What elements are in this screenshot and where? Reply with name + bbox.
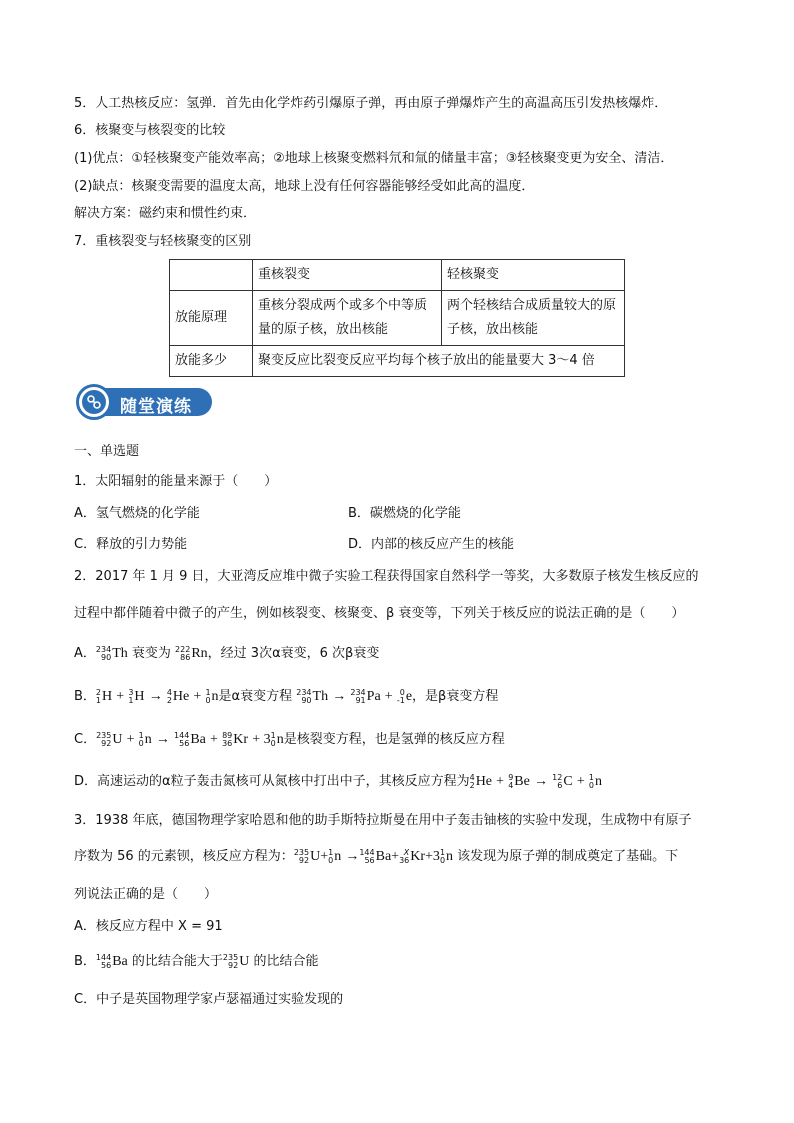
option-label: A．	[74, 646, 96, 661]
note-5: 5．人工热核反应：氢弹．首先由化学炸药引爆原子弹，再由原子弹爆炸产生的高温高压引发热核爆炸．	[74, 96, 668, 111]
table-header-fission: 重核裂变	[253, 260, 442, 291]
q2-option-a: A． 234 90 Th 衰变为 222 86 Rn，经过 3次α衰变，6 次β衰变	[74, 644, 380, 662]
table-row-label: 放能多少	[170, 346, 253, 377]
q1-option-a: A．氢气燃烧的化学能	[74, 506, 200, 521]
q2-stem-line2: 过程中都伴随着中微子的产生，例如核裂变、核聚变、β 衰变等，下列关于核反应的说法正确的是（ ）	[74, 606, 685, 621]
q3-stem-line3: 列说法正确的是（ ）	[74, 887, 218, 902]
section-badge	[76, 384, 212, 420]
q3-option-c: C．中子是英国物理学家卢瑟福通过实验发现的	[74, 992, 344, 1007]
section-title: 随堂演练	[120, 397, 192, 417]
table-row	[170, 291, 625, 346]
table-cell-fusion: 两个轻核结合成质量较大的原子核，放出核能	[442, 291, 625, 346]
option-label: B．	[74, 689, 96, 704]
table-cell-fission: 重核分裂成两个或多个中等质量的原子核，放出核能	[253, 291, 442, 346]
table-row	[170, 346, 625, 377]
q1-option-c: C．释放的引力势能	[74, 537, 188, 552]
note-6: 6．核聚变与核裂变的比较	[74, 123, 226, 138]
table-row-label: 放能原理	[170, 291, 253, 346]
q3-option-b: B． 144 56 Ba 的比结合能大于 235 92 U 的比结合能	[74, 952, 319, 970]
option-text: 衰变为	[131, 646, 171, 661]
option-label: C．	[74, 732, 97, 747]
q2-stem-line1: 2．2017 年 1 月 9 日，大亚湾反应堆中微子实验工程获得国家自然科学一等奖，大多数原子核发生核反应的	[74, 569, 699, 584]
option-text: 是α衰变方程	[218, 689, 293, 704]
note-advantages: (1)优点：①轻核聚变产能效率高；②地球上核聚变燃料氘和氚的储量丰富；③轻核聚变更为安全、清洁．	[74, 151, 674, 166]
table-cell-energy: 聚变反应比裂变反应平均每个核子放出的能量要大 3～4 倍	[253, 346, 625, 377]
q3-stem-line1: 3．1938 年底，德国物理学家哈恩和他的助手斯特拉斯曼在用中子轰击铀核的实验中发现，生成物中有原子	[74, 813, 692, 828]
note-solution: 解决方案：磁约束和惯性约束．	[74, 206, 257, 221]
option-text: 的比结合能大于	[131, 954, 223, 969]
table-header-fusion: 轻核聚变	[442, 260, 625, 291]
comparison-table	[169, 259, 625, 377]
option-label: B．	[74, 954, 96, 969]
part-heading: 一、单选题	[74, 444, 140, 459]
option-text: 的比结合能	[253, 954, 319, 969]
q3-stem-line2: 序数为 56 的元素钡，核反应方程为： 235 92 U+ 1 0 n → 144 56 Ba+ X 36 Kr+3 1 0 n 该发现为原子弹的制成奠定了基础。下	[74, 847, 679, 865]
option-text: 该发现为原子弹的制成奠定了基础。下	[457, 849, 679, 864]
option-text: D．高速运动的α粒子轰击氮核可从氮核中打出中子，其核反应方程为	[74, 774, 470, 789]
q3-option-a: A．核反应方程中 X = 91	[74, 919, 223, 934]
note-disadvantages: (2)缺点：核聚变需要的温度太高，地球上没有任何容器能够经受如此高的温度．	[74, 179, 535, 194]
q1-option-b: B．碳燃烧的化学能	[348, 506, 461, 521]
q1-option-d: D．内部的核反应产生的核能	[348, 537, 515, 552]
note-7: 7．重核裂变与轻核聚变的区别	[74, 234, 252, 249]
q2-option-d: D．高速运动的α粒子轰击氮核可从氮核中打出中子，其核反应方程为 4 2 He + 9 4 Be → 12 6 C + 1 0 n	[74, 772, 602, 790]
option-text: ，经过 3次α衰变，6 次β衰变	[207, 646, 380, 661]
option-text: 序数为 56 的元素钡，核反应方程为：	[74, 849, 294, 864]
table-cell	[170, 260, 253, 291]
table-row	[170, 260, 625, 291]
q1-stem: 1．太阳辐射的能量来源于（ ）	[74, 474, 278, 489]
q2-option-c: C． 235 92 U + 1 0 n → 144 56 Ba + 89 36 Kr + 3 1 0 n是核裂变方程，也是氢弹的核反应方程	[74, 730, 505, 748]
option-text: ，是β衰变方程	[412, 689, 499, 704]
practice-icon	[76, 384, 112, 420]
q2-option-b: B． 2 1 H + 3 1 H → 4 2 He + 1 0 n是α衰变方程 234 90 Th → 234 91 Pa + 0 -1 e，是β衰变方程	[74, 687, 499, 705]
option-text: 是核裂变方程，也是氢弹的核反应方程	[283, 732, 505, 747]
